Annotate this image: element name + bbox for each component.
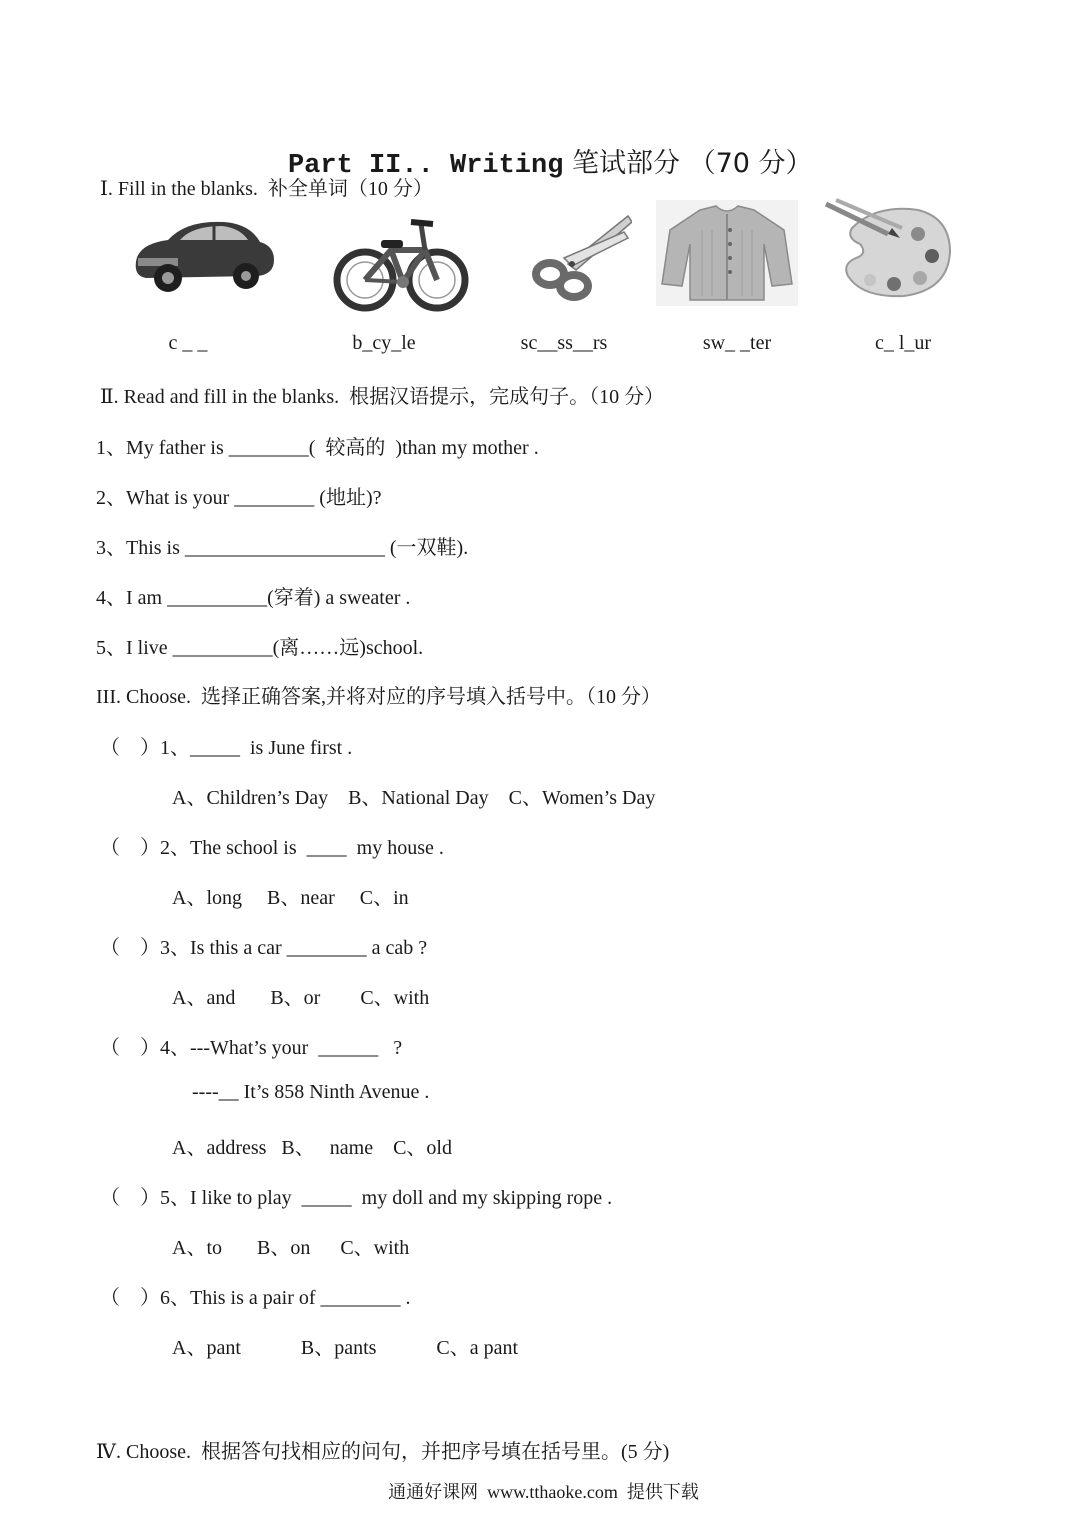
question-options: A、address B、 name C、old (172, 1137, 452, 1159)
word-palette: c_ l_ur (874, 332, 932, 354)
word-sweater: sw_ _ter (702, 332, 772, 354)
question: （ ）1、_____ is June first . (100, 737, 353, 759)
question-answer-line: ----__ It’s 858 Ninth Avenue . (192, 1081, 430, 1103)
section1-heading: Ⅰ. Fill in the blanks. 补全单词（10 分） (100, 178, 433, 200)
fill-item: 3、This is ____________________ (一双鞋). (96, 537, 469, 559)
question: （ ）6、This is a pair of ________ . (100, 1287, 411, 1309)
question-options: A、Children’s Day B、National Day C、Women’s Day (172, 787, 656, 809)
word-scissors: sc__ss__rs (520, 332, 608, 354)
question: （ ）5、I like to play _____ my doll and my skipping rope . (100, 1187, 613, 1209)
car-icon (128, 212, 278, 302)
fill-item: 5、I live __________(离……远)school. (96, 637, 424, 659)
word-bicycle: b_cy_le (352, 332, 416, 354)
page-title (0, 110, 1087, 181)
footer-download-note: 通通好课网 www.tthaoke.com 提供下载 (388, 1482, 699, 1502)
fill-item: 4、I am __________(穿着) a sweater . (96, 587, 411, 609)
title-part: Part II. (287, 151, 418, 181)
title-writing: . Writing (417, 151, 564, 181)
word-car: c _ _ (168, 332, 208, 354)
section4-heading: Ⅳ. Choose. 根据答句找相应的问句，并把序号填在括号里。(5 分) (96, 1441, 670, 1463)
section2-heading: Ⅱ. Read and fill in the blanks. 根据汉语提示，完成句子。（10 分） (100, 386, 665, 408)
title-cn: 笔试部分 （70 分） (563, 148, 813, 179)
section3-heading: III. Choose. 选择正确答案,并将对应的序号填入括号中。（10 分） (96, 686, 661, 708)
sweater-icon (656, 200, 798, 306)
fill-item: 1、My father is ________( 较高的 )than my mother . (96, 437, 539, 459)
question-options: A、and B、or C、with (172, 987, 430, 1009)
palette-icon (822, 198, 954, 300)
question: （ ）4、---What’s your ______ ? (100, 1037, 403, 1059)
question-options: A、to B、on C、with (172, 1237, 410, 1259)
bicycle-icon (333, 210, 469, 314)
question: （ ）3、Is this a car ________ a cab ? (100, 937, 428, 959)
scissors-icon (528, 212, 632, 302)
question-options: A、long B、near C、in (172, 887, 409, 909)
question-options: A、pant B、pants C、a pant (172, 1337, 519, 1359)
fill-item: 2、What is your ________ (地址)? (96, 487, 382, 509)
question: （ ）2、The school is ____ my house . (100, 837, 444, 859)
